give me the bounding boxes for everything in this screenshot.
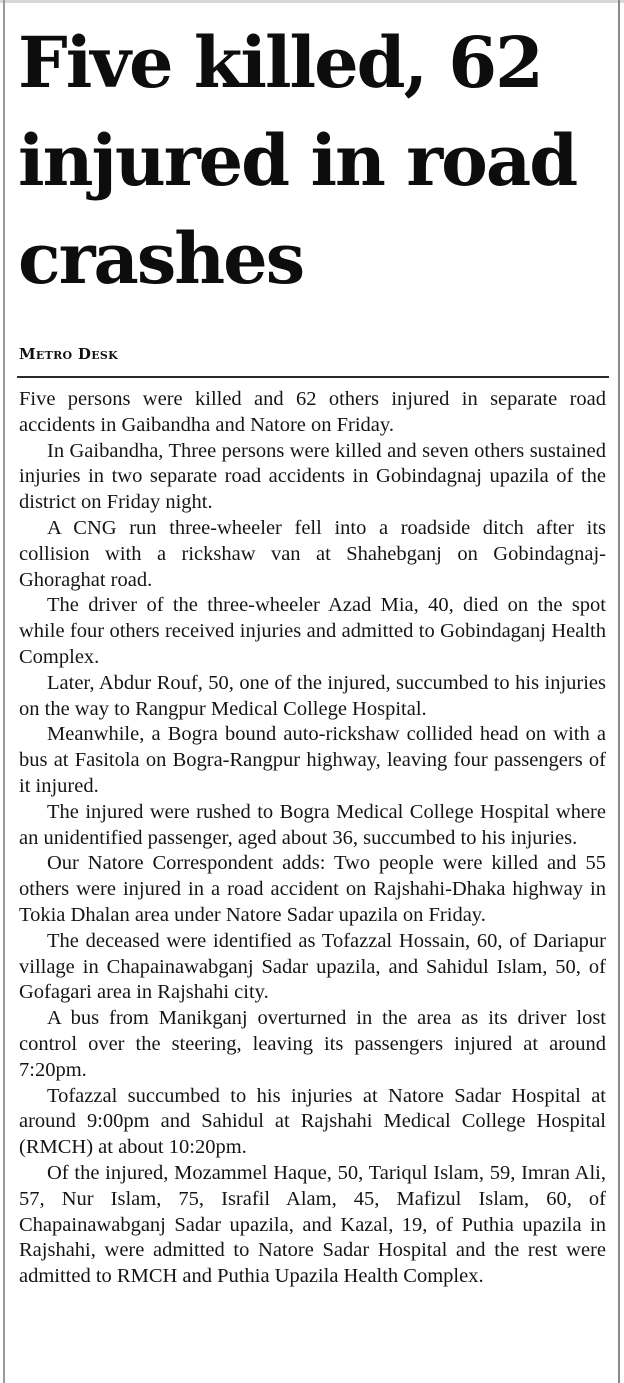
article-paragraph: The driver of the three-wheeler Azad Mia, 40, died on the spot while four others received injuries and admitted to Gobindaganj Health Complex. — [19, 594, 606, 668]
article-body — [19, 387, 606, 1290]
top-border — [0, 0, 624, 3]
article-paragraph: A bus from Manikganj overturned in the area as its driver lost control over the steering, leaving its passengers injured at around 7:20pm. — [19, 1007, 606, 1081]
left-column-rule — [3, 0, 5, 1383]
article-paragraph: The injured were rushed to Bogra Medical College Hospital where an unidentified passenger, aged about 36, succumbed to his injuries. — [19, 800, 606, 849]
byline-desk: Metro Desk — [19, 345, 119, 363]
article-paragraph: Tofazzal succumbed to his injuries at Natore Sadar Hospital at around 9:00pm and Sahidul at Rajshahi Medical College Hospital (RMCH) at about 10:20pm. — [19, 1084, 606, 1159]
article-paragraph: In Gaibandha, Three persons were killed and seven others sustained injuries in two separate road accidents in Gobindagnaj upazila of the district on Friday night. — [19, 439, 606, 514]
right-column-rule — [618, 0, 620, 1383]
article-paragraph: Of the injured, Mozammel Haque, 50, Tariqul Islam, 59, Imran Ali, 57, Nur Islam, 75, Israfil Alam, 45, Mafizul Islam, 60, of Chapainawabganj Sadar upazila, and Kazal, 19, of Puthia upazila in Rajshahi, were admitted to Natore Sadar Hospital and the rest were admitted to RMCH and Puthia Upazila Health Complex. — [19, 1161, 606, 1288]
article-paragraph: The deceased were identified as Tofazzal Hossain, 60, of Dariapur village in Chapainawabganj Sadar upazila, and Sahidul Islam, 50, of Gofagari area in Rajshahi city. — [19, 929, 606, 1004]
article-paragraph: A CNG run three-wheeler fell into a roadside ditch after its collision with a rickshaw van at Shahebganj on Gobindagnaj-Ghoraghat road. — [19, 516, 606, 591]
article-paragraph: Five persons were killed and 62 others injured in separate road accidents in Gaibandha and Natore on Friday. — [19, 388, 606, 436]
article-paragraph: Our Natore Correspondent adds: Two people were killed and 55 others were injured in a road accident on Rajshahi-Dhaka highway in Tokia Dhalan area under Natore Sadar upazila on Friday. — [19, 852, 606, 926]
byline-divider — [17, 376, 609, 378]
article-headline: Five killed, 62 injured in road crashes — [18, 21, 577, 300]
article-paragraph: Meanwhile, a Bogra bound auto-rickshaw collided head on with a bus at Fasitola on Bogra-Rangpur highway, leaving four passengers of it injured. — [19, 723, 606, 797]
article-paragraph: Later, Abdur Rouf, 50, one of the injured, succumbed to his injuries on the way to Rangpur Medical College Hospital. — [19, 671, 606, 720]
